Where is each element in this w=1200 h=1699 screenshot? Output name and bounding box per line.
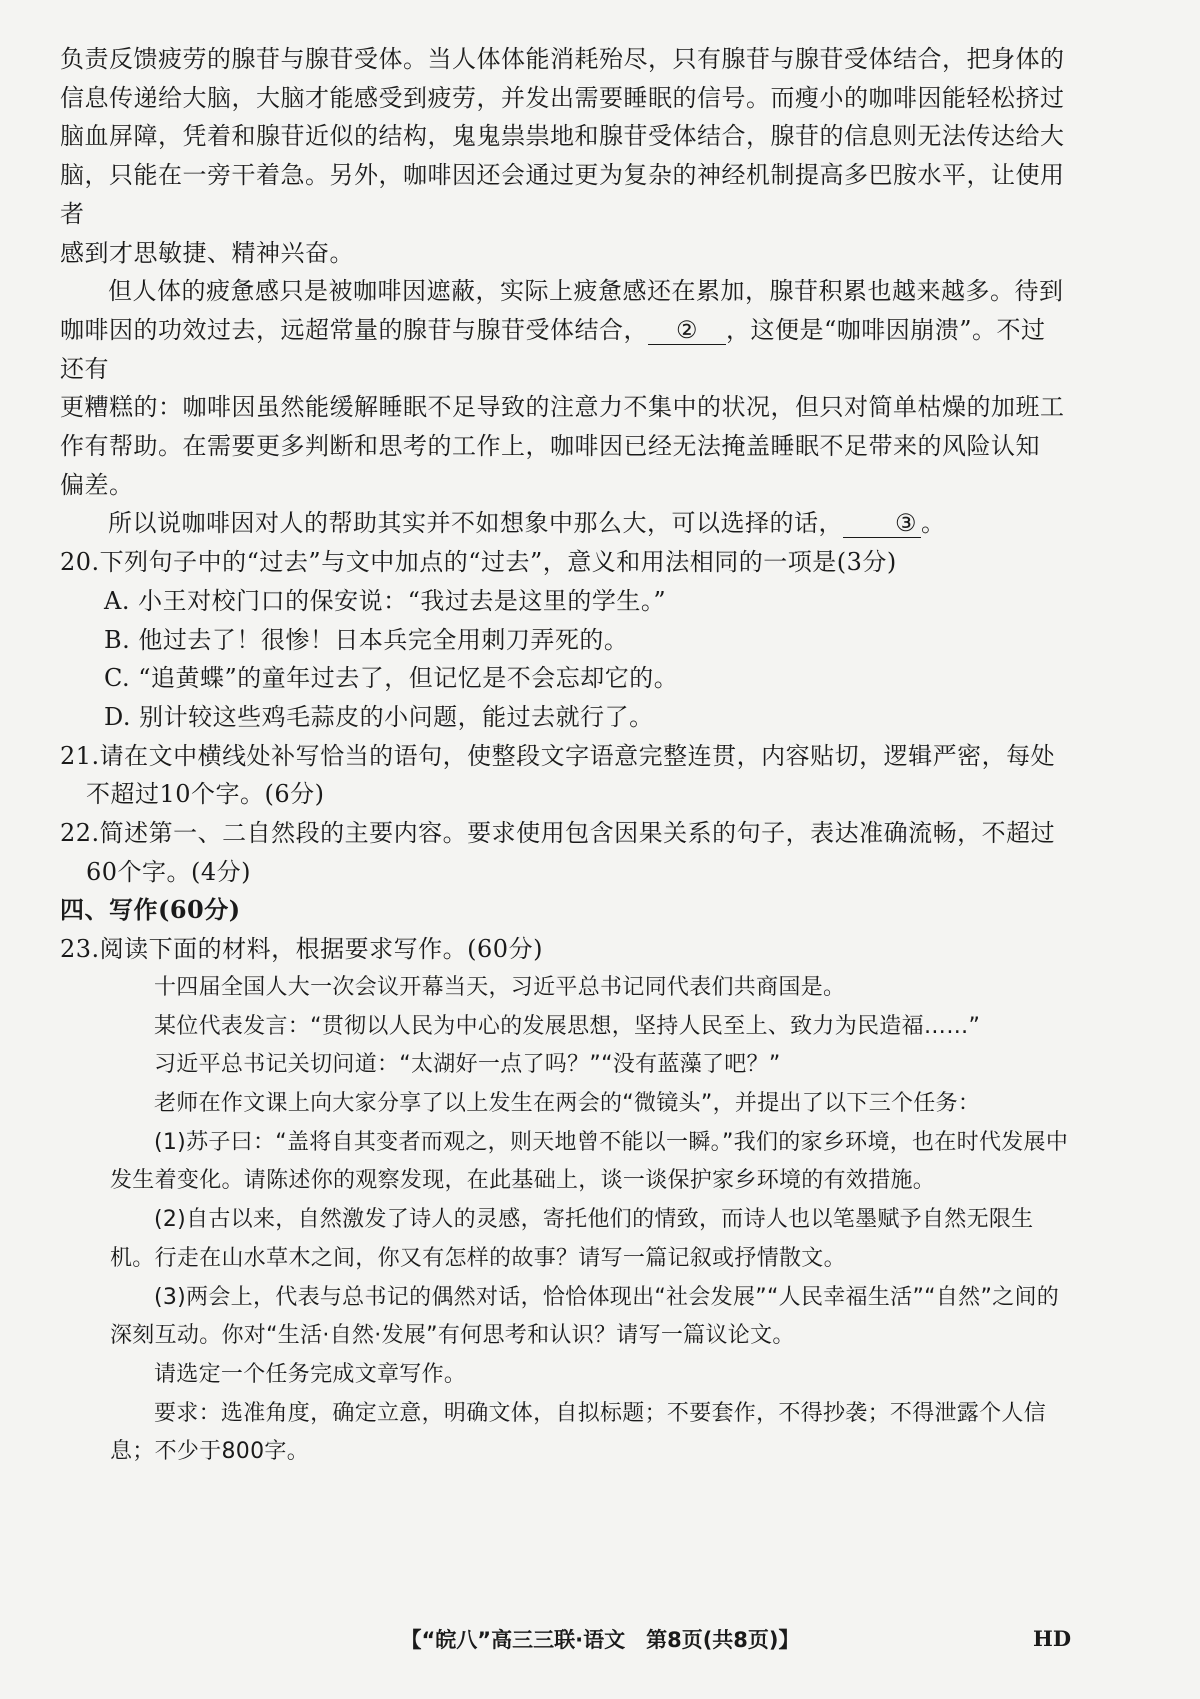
passage-line: 偏差。 [60, 470, 134, 499]
instruction: 请选定一个任务完成文章写作。 [154, 1361, 467, 1387]
question-23: 23.阅读下面的材料，根据要求写作。(60分) [60, 935, 543, 964]
passage-line: 作有帮助。在需要更多判断和思考的工作上，咖啡因已经无法掩盖睡眠不足带来的风险认知 [60, 432, 1040, 461]
passage-text: ，这便是“咖啡因崩溃”。不过还有 [60, 315, 1046, 383]
passage-text: 。 [921, 509, 946, 538]
passage-line [60, 311, 1070, 388]
material-line: 十四届全国人大一次会议开幕当天，习近平总书记同代表们共商国是。 [154, 974, 846, 1000]
passage-line: 更糟糕的：咖啡因虽然能缓解睡眠不足导致的注意力不集中的状况，但只对简单枯燥的加班工 [60, 393, 1065, 422]
option-c: C. “追黄蝶”的童年过去了，但记忆是不会忘却它的。 [104, 664, 679, 693]
option-a: A. 小王对校门口的保安说：“我过去是这里的学生。” [104, 586, 667, 615]
page-footer: 【“皖八”高三三联·语文 第8页(共8页)】 [400, 1628, 800, 1652]
blank-2: ② [648, 316, 726, 345]
passage-line [60, 504, 1070, 543]
exam-code: HD [1033, 1626, 1072, 1651]
writing-material [110, 969, 1070, 1472]
passage-line: 但人体的疲惫感只是被咖啡因遮蔽，实际上疲惫感还在累加，腺苷积累也越来越多。待到 [108, 277, 1064, 306]
option-d: D. 别计较这些鸡毛蒜皮的小问题，能过去就行了。 [104, 702, 654, 731]
material-line: 老师在作文课上向大家分享了以上发生在两会的“微镜头”，并提出了以下三个任务： [154, 1090, 981, 1116]
passage-line: 脑血屏障，凭着和腺苷近似的结构，鬼鬼祟祟地和腺苷受体结合，腺苷的信息则无法传达给大 [60, 122, 1065, 151]
passage-line: 脑，只能在一旁干着急。另外，咖啡因还会通过更为复杂的神经机制提高多巴胺水平，让使用者 [60, 161, 1065, 228]
task-3: (3)两会上，代表与总书记的偶然对话，恰恰体现出“社会发展”“人民幸福生活”“自然”之间的深刻互动。你对“生活·自然·发展”有何思考和认识？请写一篇议论文。 [110, 1284, 1060, 1349]
passage-text: 所以说咖啡因对人的帮助其实并不如想象中那么大，可以选择的话， [108, 509, 843, 538]
passage-line: 信息传递给大脑，大脑才能感受到疲劳，并发出需要睡眠的信号。而瘦小的咖啡因能轻松挤过 [60, 83, 1065, 112]
page-content [60, 40, 1070, 1472]
question-22: 22.简述第一、二自然段的主要内容。要求使用包含因果关系的句子，表达准确流畅，不超过60个字。(4分) [60, 819, 1056, 886]
requirements: 要求：选准角度，确定立意，明确文体，自拟标题；不要套作，不得抄袭；不得泄露个人信息；不少于800字。 [110, 1400, 1047, 1465]
task-2: (2)自古以来，自然激发了诗人的灵感，寄托他们的情致，而诗人也以笔墨赋予自然无限生机。行走在山水草木之间，你又有怎样的故事？请写一篇记叙或抒情散文。 [110, 1207, 1034, 1271]
question-21: 21.请在文中横线处补写恰当的语句，使整段文字语意完整连贯，内容贴切，逻辑严密，每处不超过10个字。(6分) [60, 741, 1056, 809]
blank-3: ③ [843, 509, 921, 538]
passage-text: 咖啡因的功效过去，远超常量的腺苷与腺苷受体结合， [60, 315, 648, 344]
question-20-stem: 20.下列句子中的“过去”与文中加点的“过去”，意义和用法相同的一项是(3分) [60, 548, 897, 577]
passage-line: 负责反馈疲劳的腺苷与腺苷受体。当人体体能消耗殆尽，只有腺苷与腺苷受体结合，把身体的 [60, 45, 1065, 73]
material-line: 某位代表发言：“贯彻以人民为中心的发展思想，坚持人民至上、致力为民造福……” [154, 1013, 981, 1039]
passage-line: 感到才思敏捷、精神兴奋。 [60, 238, 354, 267]
task-1: (1)苏子曰：“盖将自其变者而观之，则天地曾不能以一瞬。”我们的家乡环境，也在时代发展中发生着变化。请陈述你的观察发现，在此基础上，谈一谈保护家乡环境的有效措施。 [110, 1129, 1069, 1194]
option-b: B. 他过去了！很惨！日本兵完全用刺刀弄死的。 [104, 625, 629, 654]
section-writing-heading: 四、写作(60分) [60, 895, 241, 925]
material-line: 习近平总书记关切问道：“太湖好一点了吗？”“没有蓝藻了吧？” [154, 1052, 781, 1078]
